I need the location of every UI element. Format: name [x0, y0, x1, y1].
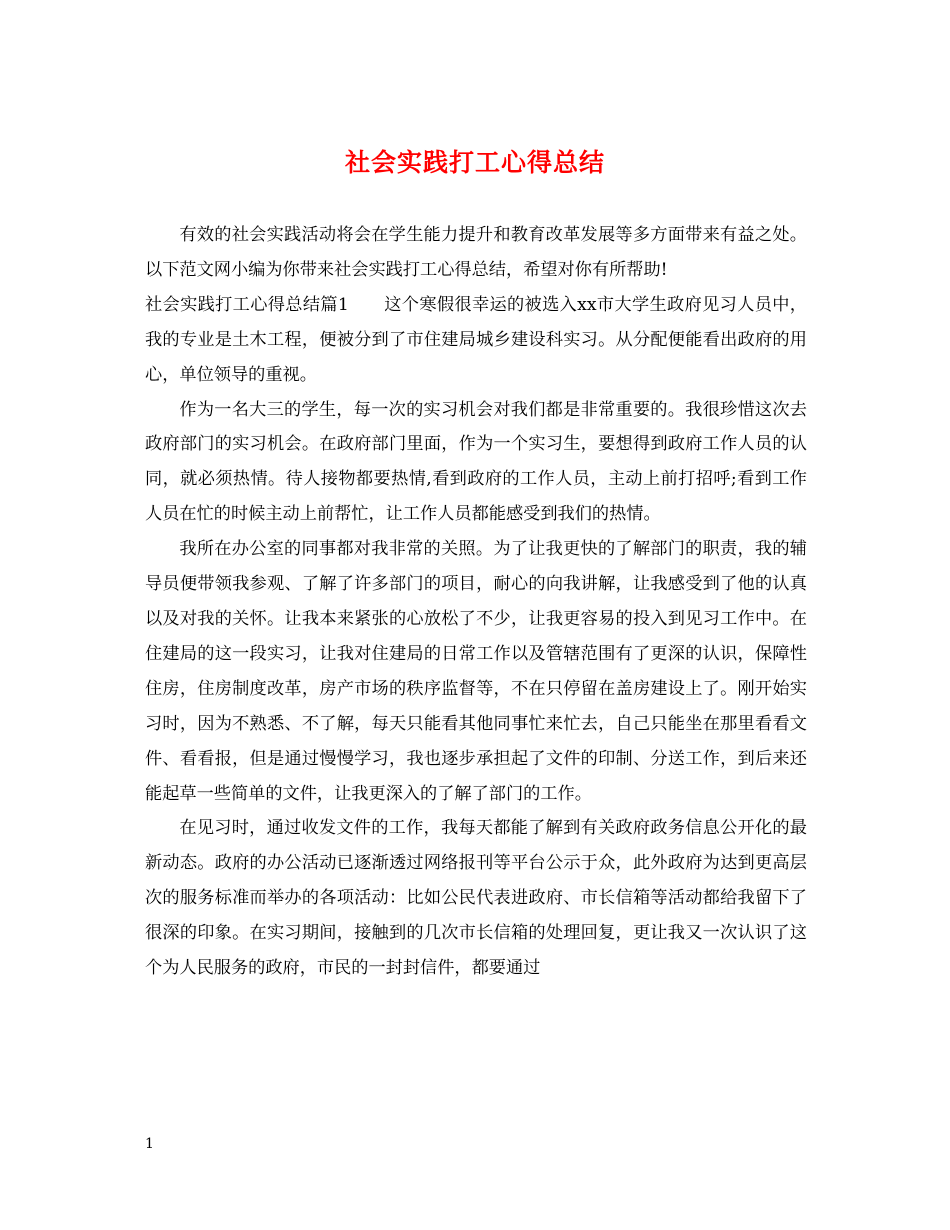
paragraph-section-1: 社会实践打工心得总结篇1 这个寒假很幸运的被选入xx市大学生政府见习人员中，我的专业是土木工程，便被分到了市住建局城乡建设科实习。从分配便能看出政府的用心，单位领导的重视。 — [145, 294, 807, 385]
paragraph-intro: 有效的社会实践活动将会在学生能力提升和教育改革发展等多方面带来有益之处。以下范文网小编为你带来社会实践打工心得总结，希望对你有所帮助! — [145, 225, 807, 280]
paragraph-2: 作为一名大三的学生，每一次的实习机会对我们都是非常重要的。我很珍惜这次去政府部门的实习机会。在政府部门里面，作为一个实习生，要想得到政府工作人员的认同，就必须热情。待人接物都要热情,看到政府的工作人员，主动上前打招呼;看到工作人员在忙的时候主动上前帮忙，让工作人员都能感受到我们的热情。 — [145, 399, 807, 525]
page-number: 1 — [145, 1136, 154, 1152]
document-body — [145, 218, 807, 986]
paragraph-4: 在见习时，通过收发文件的工作，我每天都能了解到有关政府政务信息公开化的最新动态。政府的办公活动已逐渐透过网络报刊等平台公示于众，此外政府为达到更高层次的服务标准而举办的各项活动：比如公民代表进政府、市长信箱等活动都给我留下了很深的印象。在实习期间，接触到的几次市长信箱的处理回复，更让我又一次认识了这个为人民服务的政府，市民的一封封信件，都要通过 — [145, 818, 807, 979]
paragraph-3: 我所在办公室的同事都对我非常的关照。为了让我更快的了解部门的职责，我的辅导员便带领我参观、了解了许多部门的项目，耐心的向我讲解，让我感受到了他的认真以及对我的关怀。让我本来紧张的心放松了不少，让我更容易的投入到见习工作中。在住建局的这一段实习，让我对住建局的日常工作以及管辖范围有了更深的认识，保障性住房，住房制度改革，房产市场的秩序监督等，不在只停留在盖房建设上了。刚开始实习时，因为不熟悉、不了解，每天只能看其他同事忙来忙去，自己只能坐在那里看看文件、看看报，但是通过慢慢学习，我也逐步承担起了文件的印制、分送工作，到后来还能起草一些简单的文件，让我更深入的了解了部门的工作。 — [145, 539, 807, 804]
document-title: 社会实践打工心得总结 — [344, 148, 605, 177]
